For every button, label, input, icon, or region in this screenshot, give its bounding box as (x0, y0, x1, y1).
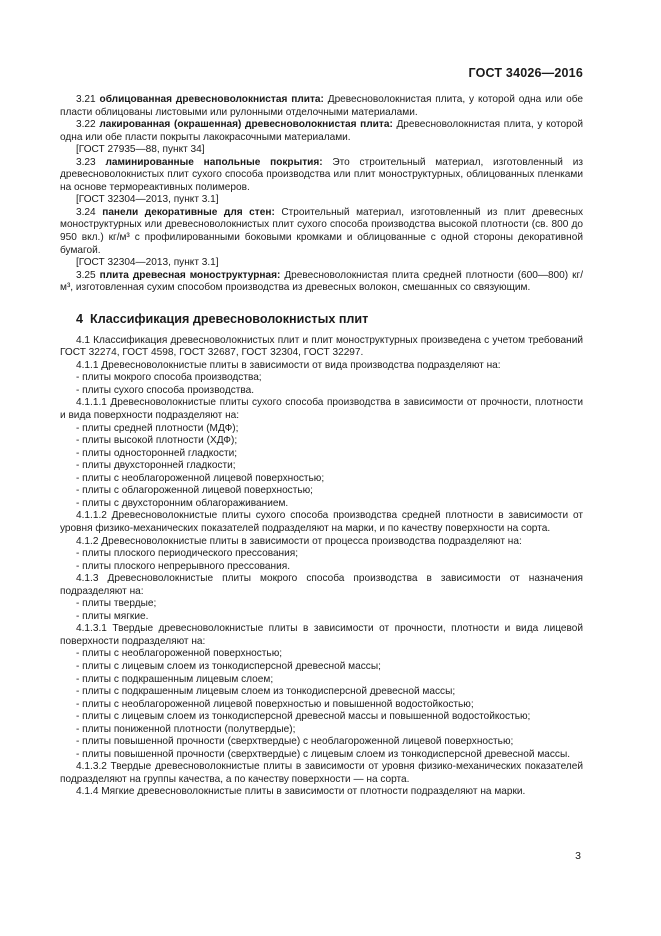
term-text: Древесноволокнистая плита средней плотности (600—800) кг/м³, изготовленная сухим способом производства из древесных волокон, смешанных со связующим. (60, 269, 583, 294)
section-number: 4 (76, 311, 84, 326)
term-definition (60, 157, 583, 195)
term-definition (60, 270, 583, 295)
paragraph: 4.1.3.2 Твердые древесноволокнистые плиты в зависимости от уровня физико-механических показателей подразделяют на группы качества, а по качеству поверхности — на сорта. (60, 761, 583, 785)
paragraph: 4.1.1.2 Древесноволокнистые плиты сухого способа производства средней плотности в зависимости от уровня физико-механических показателей подразделяют на марки, и по качеству поверхности на сорта. (60, 510, 583, 534)
list-item: - плиты с подкрашенным лицевым слоем; (76, 673, 274, 685)
term-name: облицованная древесноволокнистая плита: (99, 94, 324, 105)
term-reference: [ГОСТ 32304—2013, пункт 3.1] (76, 257, 219, 269)
list-item: - плиты повышенной прочности (сверхтвердые) с лицевым слоем из тонкодисперсной древесной массы. (76, 748, 571, 760)
list-item: - плиты плоского непрерывного прессования. (76, 560, 291, 572)
terms-block (60, 94, 583, 295)
term-name: ламинированные напольные покрытия: (105, 156, 323, 168)
paragraph: 4.1.3.1 Твердые древесноволокнистые плиты в зависимости от прочности, плотности и вида лицевой поверхности подразделяют на: (60, 623, 583, 647)
term-text: Древесноволокнистая плита, у которой одна или обе пласти облицованы листовыми или рулонными отделочными материалами. (60, 94, 583, 118)
list-item: - плиты с необлагороженной лицевой поверхностью и повышенной водостойкостью; (76, 698, 474, 710)
term-definition (60, 94, 583, 119)
list-item: - плиты односторонней гладкости; (76, 447, 238, 459)
term-number: 3.24 (76, 206, 96, 218)
list-item: - плиты с необлагороженной поверхностью; (76, 648, 283, 660)
list-item: - плиты с облагороженной лицевой поверхностью; (76, 485, 313, 497)
list-item: - плиты мягкие. (76, 610, 149, 622)
classification-block (60, 335, 583, 799)
standard-header: ГОСТ 34026—2016 (468, 66, 583, 80)
term-definition (60, 119, 583, 144)
term-text: Это строительный материал, изготовленный из древесноволокнистых плит сухого способа производства или плит моноструктурных, облицованных пленками на основе термореактивных полимеров. (60, 156, 583, 193)
term-number: 3.22 (76, 119, 96, 131)
list-item: - плиты с двухсторонним облагораживанием. (76, 497, 289, 509)
list-item: - плиты пониженной плотности (полутвердые); (76, 723, 296, 735)
term-text: Древесноволокнистая плита, у которой одна или обе пласти покрыты лакокрасочными материалами. (60, 119, 583, 143)
term-name: плита древесная моноструктурная: (99, 269, 281, 281)
paragraph: 4.1.1.1 Древесноволокнистые плиты сухого способа производства в зависимости от прочности, плотности и вида поверхности подразделяют на: (60, 397, 583, 422)
paragraph: 4.1.2 Древесноволокнистые плиты в зависимости от процесса производства подразделяют на: (76, 535, 522, 547)
list-item: - плиты с лицевым слоем из тонкодисперсной древесной массы и повышенной водостойкостью; (76, 711, 531, 723)
term-name: панели декоративные для стен: (102, 206, 275, 218)
list-item: - плиты двухсторонней гладкости; (76, 460, 236, 472)
term-reference: [ГОСТ 32304—2013, пункт 3.1] (76, 194, 219, 206)
page-number: 3 (575, 850, 581, 862)
list-item: - плиты мокрого способа производства; (76, 372, 262, 384)
term-name: лакированная (окрашенная) древесноволокнистая плита: (99, 119, 393, 131)
list-item: - плиты с необлагороженной лицевой поверхностью; (76, 472, 325, 484)
list-item: - плиты с подкрашенным лицевым слоем из тонкодисперсной древесной массы; (76, 686, 456, 698)
paragraph: 4.1.4 Мягкие древесноволокнистые плиты в зависимости от плотности подразделяют на марки. (76, 786, 526, 798)
term-text: Строительный материал, изготовленный из плит древесных моноструктурных или древесноволокнистых плит сухого способа производства высокой плотности (св. 800 до 950 вкл.) кг/м³ с профилированными боковыми кромками и облицованные с одной стороны декоративной бумагой. (60, 206, 583, 256)
term-number: 3.25 (76, 269, 96, 281)
list-item: - плиты с лицевым слоем из тонкодисперсной древесной массы; (76, 660, 381, 672)
section-title: Классификация древесноволокнистых плит (90, 311, 369, 326)
list-item: - плиты твердые; (76, 598, 157, 610)
list-item: - плиты повышенной прочности (сверхтвердые) с необлагороженной лицевой поверхностью; (76, 736, 514, 748)
term-definition (60, 207, 583, 257)
paragraph: 4.1.1 Древесноволокнистые плиты в зависимости от вида производства подразделяют на: (76, 359, 501, 371)
list-item: - плиты средней плотности (МДФ); (76, 422, 239, 434)
list-item: - плиты высокой плотности (ХДФ); (76, 435, 238, 447)
term-number: 3.23 (76, 156, 96, 168)
list-item: - плиты сухого способа производства. (76, 384, 255, 396)
term-reference: [ГОСТ 27935—88, пункт 34] (76, 144, 205, 156)
section-heading (60, 312, 583, 327)
paragraph: 4.1 Классификация древесноволокнистых плит и плит моноструктурных произведена с учетом требований ГОСТ 32274, ГОСТ 4598, ГОСТ 32687, ГОСТ 32304, ГОСТ 32297. (60, 334, 583, 359)
term-number: 3.21 (76, 94, 96, 105)
document-body (60, 94, 583, 799)
paragraph: 4.1.3 Древесноволокнистые плиты мокрого способа производства в зависимости от назначения подразделяют на: (60, 573, 583, 597)
list-item: - плиты плоского периодического прессования; (76, 548, 299, 560)
